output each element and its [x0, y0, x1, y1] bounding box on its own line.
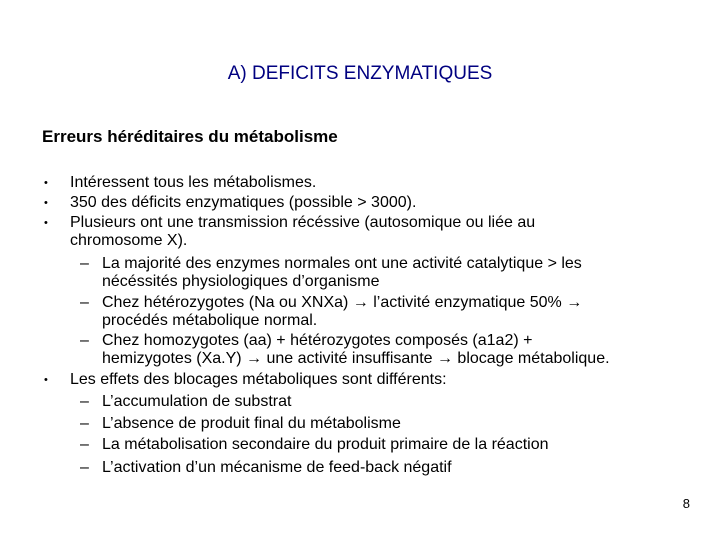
list-item: Les effets des blocages métaboliques sont différents: [70, 371, 447, 388]
list-item: Intéressent tous les métabolismes. [70, 174, 317, 191]
sub-list-item-continuation: hemizygotes (Xa.Y) → une activité insuffisante → blocage métabolique. [102, 350, 610, 367]
sub-list-item: L’accumulation de substrat [102, 393, 292, 410]
sub-list-item: L’activation d’un mécanisme de feed-back négatif [102, 459, 452, 476]
list-item: Plusieurs ont une transmission récéssive (autosomique ou liée au [70, 214, 536, 231]
bullet-marker: • [44, 197, 48, 209]
sub-bullet-dash: – [80, 255, 89, 272]
page-number: 8 [682, 496, 690, 511]
sub-bullet-dash: – [80, 332, 89, 349]
sub-bullet-dash: – [80, 436, 89, 453]
sub-bullet-dash: – [80, 415, 89, 432]
bullet-marker: • [44, 374, 48, 386]
sub-list-item-continuation: procédés métabolique normal. [102, 312, 318, 329]
sub-bullet-dash: – [80, 294, 89, 311]
slide-title: A) DEFICITS ENZYMATIQUES [227, 63, 493, 84]
slide-subtitle: Erreurs héréditaires du métabolisme [42, 127, 338, 146]
bullet-marker: • [44, 217, 48, 229]
list-item-continuation: chromosome X). [70, 232, 188, 249]
sub-list-item: Chez hétérozygotes (Na ou XNXa) → l’activité enzymatique 50% → [102, 294, 583, 311]
sub-list-item: L’absence de produit final du métabolisme [102, 415, 401, 432]
sub-list-item: La majorité des enzymes normales ont une activité catalytique > les [102, 255, 582, 272]
sub-list-item: Chez homozygotes (aa) + hétérozygotes composés (a1a2) + [102, 332, 533, 349]
sub-bullet-dash: – [80, 393, 89, 410]
sub-list-item: La métabolisation secondaire du produit primaire de la réaction [102, 436, 549, 453]
bullet-marker: • [44, 177, 48, 189]
sub-bullet-dash: – [80, 459, 89, 476]
sub-list-item-continuation: nécéssités physiologiques d’organisme [102, 273, 380, 290]
list-item: 350 des déficits enzymatiques (possible > 3000). [70, 194, 417, 211]
